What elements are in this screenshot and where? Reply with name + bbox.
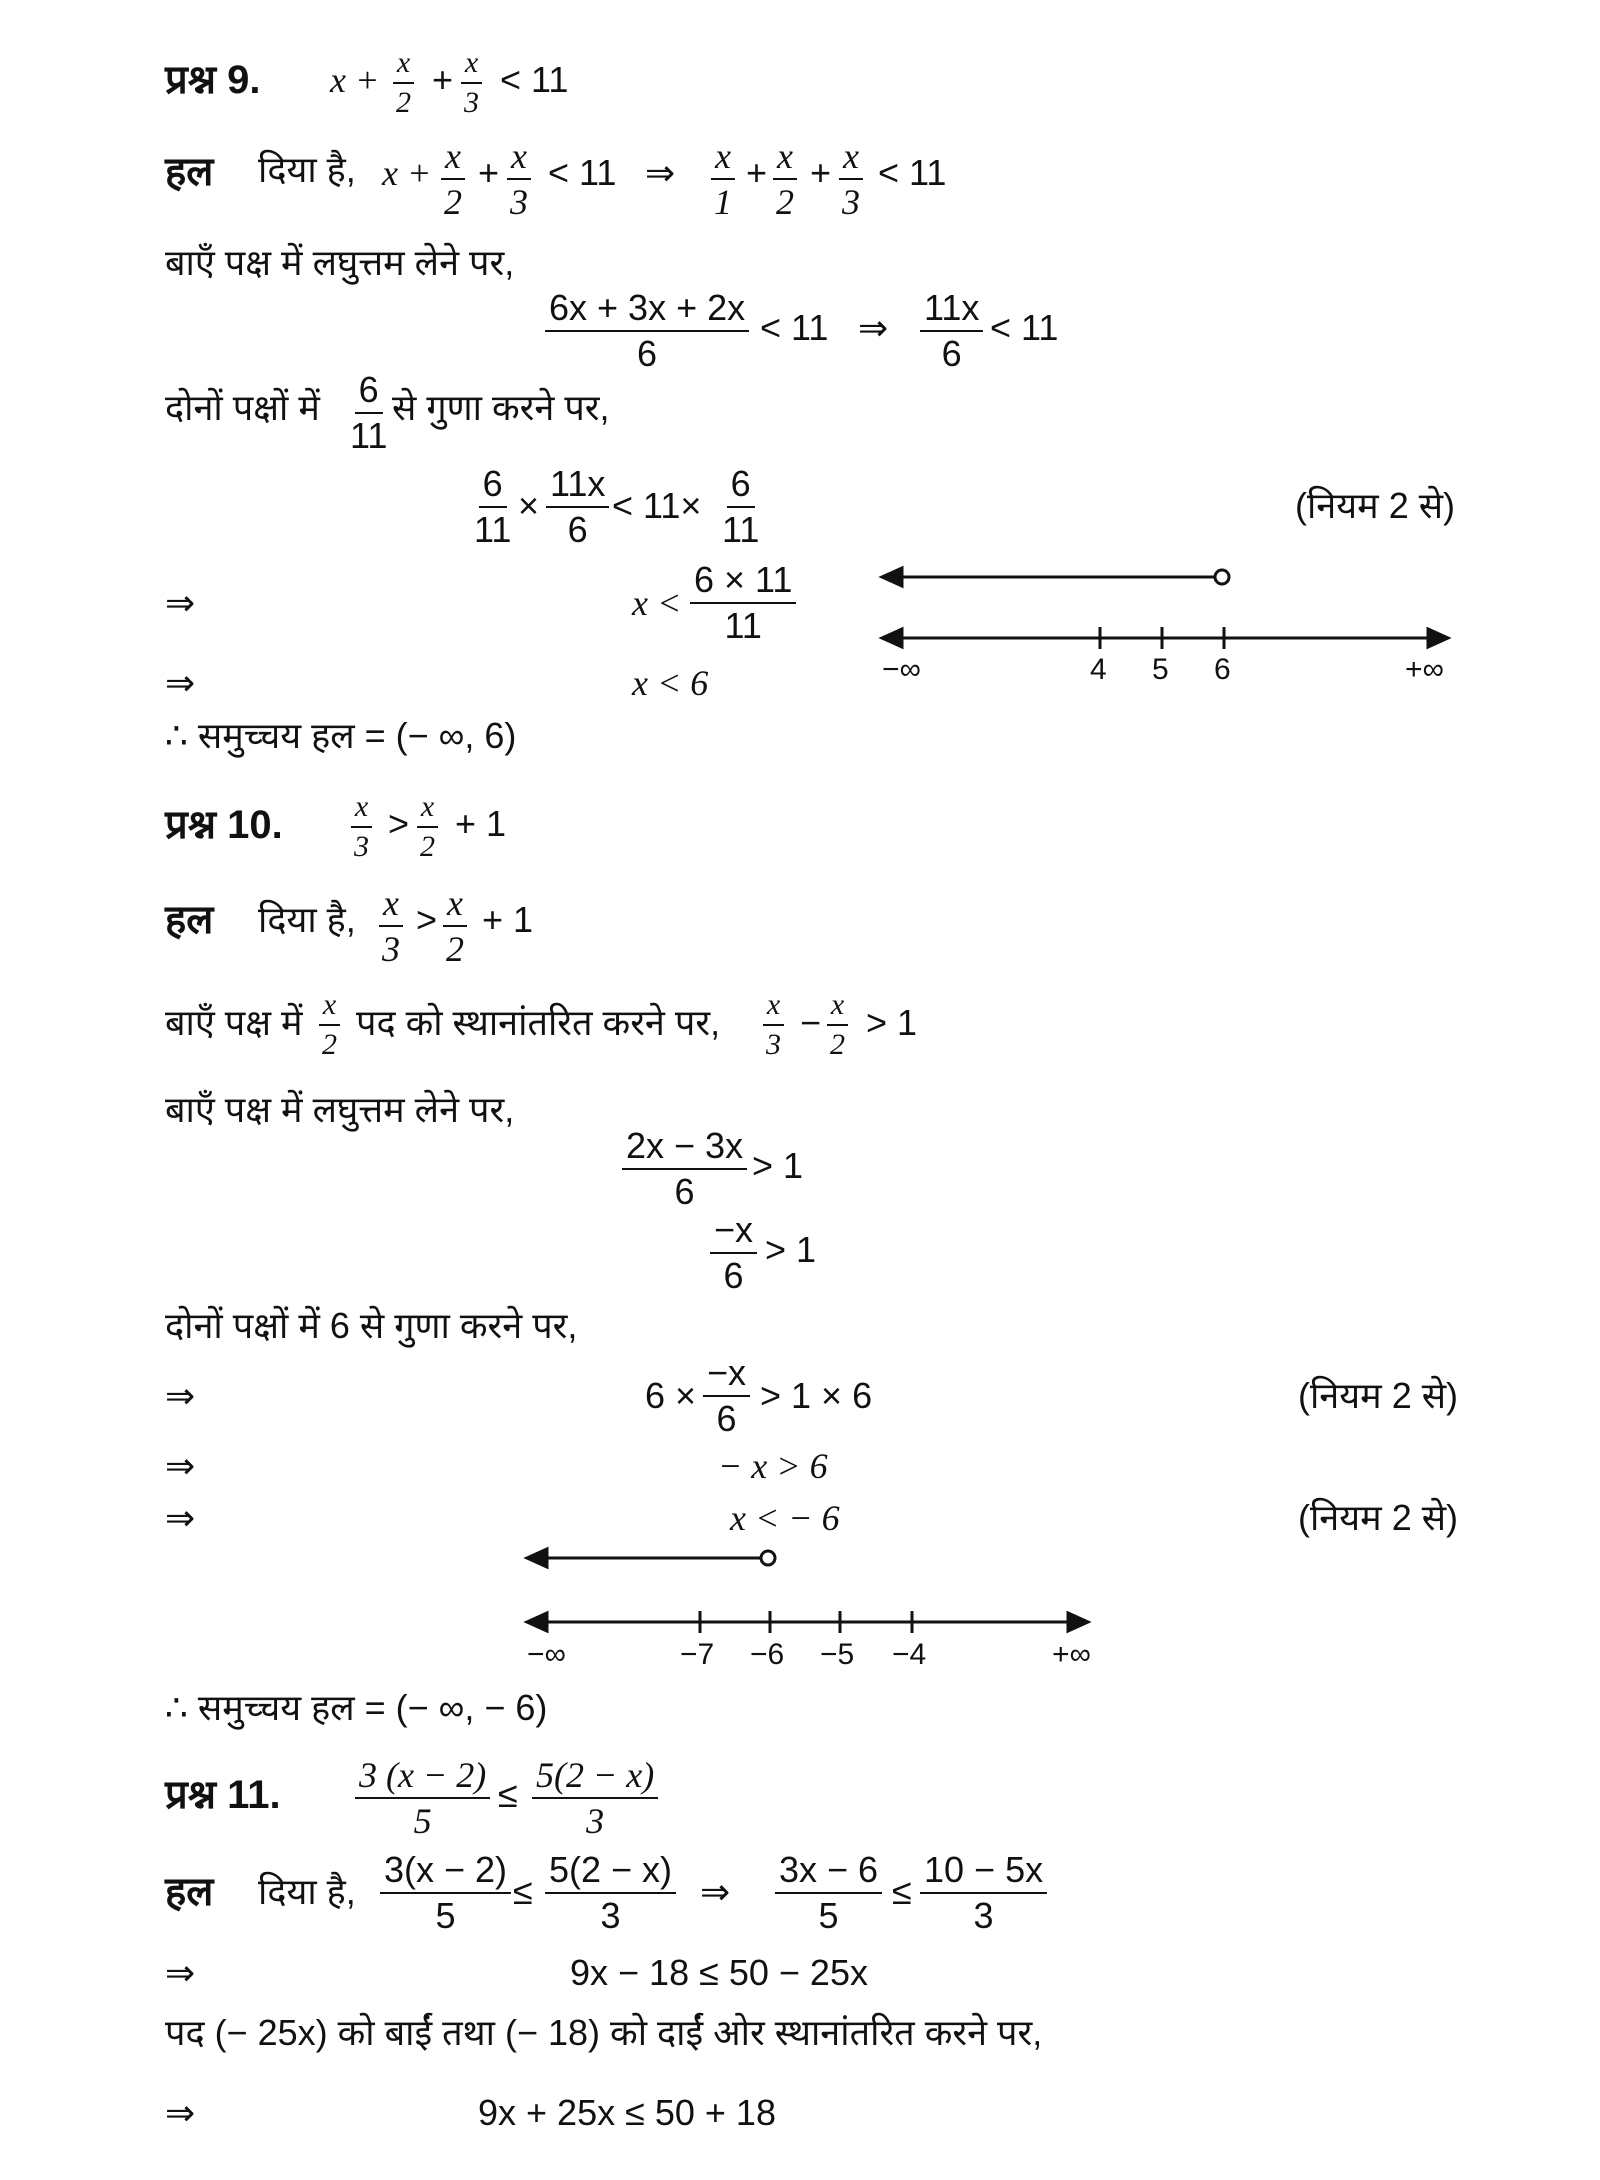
q10-move-res-minus: − [800,1002,822,1043]
q10-move-res-rhs: > 1 [866,1002,918,1043]
q11-heading: प्रश्न 11. [165,1773,281,1817]
q11-l2-arrow: ⇒ [165,1952,196,1993]
q9-l1-frac5: $\frac{x}{3}$ [838,138,864,220]
q9-l2-frac1: $\frac{6x + 3x + 2x}{6}$ [545,290,749,372]
q9-result: ∴ समुच्चय हल = (− ∞, 6) [165,715,517,756]
q11-sol-label: हल [165,1870,214,1914]
q10-heading: प्रश्न 10. [165,803,283,847]
q9-eq-frac1: $\frac{x}{2}$ [392,48,415,118]
q10-l1-gt: > [416,899,438,940]
q10-l6-expr: x < − 6 [730,1498,840,1538]
q10-move-res-frac1: $\frac{x}{3}$ [762,990,785,1060]
q10-l2-frac: $\frac{2x - 3x}{6}$ [622,1128,747,1210]
q9-text-lcm: बाएँ पक्ष में लघुत्तम लेने पर, [165,242,515,283]
q10-l4-arrow: ⇒ [165,1375,196,1416]
q10-nl-tick-label-m7: −7 [680,1638,715,1671]
q9-l3-times: × [518,485,540,526]
q9-l2-r1: < 11 [760,307,829,348]
q10-text-lcm: बाएँ पक्ष में लघुत्तम लेने पर, [165,1089,515,1130]
q11-l3-expr: 9x + 25x ≤ 50 + 18 [478,2092,776,2133]
q9-l4-frac: $\frac{6 \times 11}{11}$ [690,562,796,644]
q10-eq-gt: > [388,803,410,844]
q9-rule: (नियम 2 से) [1295,485,1456,526]
q10-open-circle [761,1551,775,1565]
q11-l1-arrow: ⇒ [700,1871,731,1912]
q9-sol-label: हल [165,150,214,194]
q11-l2-expr: 9x − 18 ≤ 50 − 25x [570,1952,868,1993]
q11-l1-frac2: $\frac{5(2 - x)}{3}$ [545,1852,676,1934]
q9-given: दिया है, [258,149,356,190]
q9-l2-arrow: ⇒ [858,307,889,348]
q9-l1-a: x + [382,153,432,193]
q9-l1-frac2: $\frac{x}{3}$ [506,138,532,220]
q9-l1-p3: + [810,152,832,193]
q10-axis-right-arrowhead [1068,1613,1088,1631]
q11-l1-frac3: $\frac{3x - 6}{5}$ [775,1852,882,1934]
q9-eq-rhs: < 11 [500,59,569,100]
q9-l1-frac4: $\frac{x}{2}$ [772,138,798,220]
q9-heading: प्रश्न 9. [165,58,261,102]
q10-text-move-b: पद को स्थानांतरित करने पर, [356,1002,721,1043]
q9-l4-arrow: ⇒ [165,582,196,623]
q10-eq-rhs: + 1 [455,803,507,844]
q9-l1-p1: + [478,152,500,193]
q9-mult-frac: $\frac{6}{11}$ [350,369,388,456]
q9-l2-r2: < 11 [990,307,1059,348]
q9-eq-plus: + [432,59,454,100]
q10-l3-frac: $\frac{-x}{6}$ [710,1212,757,1294]
q9-l3-frac2: $\frac{11x}{6}$ [546,466,609,548]
q9-nl-right: +∞ [1405,653,1444,686]
q9-nl-tick-label-4: 4 [1090,653,1107,686]
q10-axis-left-arrowhead [527,1613,547,1631]
q9-l4-lhs: x < [632,583,682,623]
q10-nl-tick-label-m5: −5 [820,1638,855,1671]
q10-nl-tick-label-m4: −4 [892,1638,927,1671]
q9-nl-tick-label-5: 5 [1152,653,1169,686]
q9-eq-a: x + [330,60,380,100]
q11-l1-le2: ≤ [892,1871,912,1912]
q9-l1-r1: < 11 [548,152,617,193]
q9-l5-arrow: ⇒ [165,662,196,703]
q11-eq-frac1: $\frac{3 (x - 2)}{5}$ [355,1757,490,1839]
q9-nl-tick-label-6: 6 [1214,653,1231,686]
q10-nl-left: −∞ [527,1638,566,1671]
q9-l3-frac3: $\frac{6}{11}$ [722,463,760,550]
q9-l1-frac1: $\frac{x}{2}$ [440,138,466,220]
q10-l6-arrow: ⇒ [165,1497,196,1538]
q9-l1-r2: < 11 [878,152,947,193]
q11-text-move: पद (− 25x) को बाईं तथा (− 18) को दाईं ओर स्थानांतरित करने पर, [165,2012,1043,2053]
q9-l5-expr: x < 6 [632,663,709,703]
q11-l1-frac4: $\frac{10 - 5x}{3}$ [920,1852,1047,1934]
q9-text-mult-b: से गुणा करने पर, [392,387,610,428]
q11-l1-le1: ≤ [513,1871,533,1912]
q10-l5-arrow: ⇒ [165,1445,196,1486]
q9-l1-arrow: ⇒ [645,152,676,193]
q9-eq-frac2: $\frac{x}{3}$ [460,48,483,118]
q10-l2-rhs: > 1 [752,1145,804,1186]
q10-l4-rule: (नियम 2 से) [1298,1375,1459,1416]
q10-text-move-a: बाएँ पक्ष में [165,1002,303,1043]
q10-nl-tick-label-m6: −6 [750,1638,785,1671]
q9-l1-p2: + [746,152,768,193]
q10-l1-frac2: $\frac{x}{2}$ [442,885,468,967]
q10-l4-frac: $\frac{-x}{6}$ [703,1355,750,1437]
q9-l3-frac1: $\frac{6}{11}$ [474,463,512,550]
q10-l4-lhs: 6 × [645,1375,697,1416]
q9-text-mult-a: दोनों पक्षों में [165,387,320,428]
q11-l3-arrow: ⇒ [165,2092,196,2133]
q10-l5-expr: − x > 6 [718,1446,828,1486]
q10-sol-label: हल [165,898,214,942]
q10-solution-ray-arrowhead [527,1549,547,1567]
q10-eq-frac1: $\frac{x}{3}$ [350,792,373,862]
q9-l3-rhs: < 11× [612,485,702,526]
q11-given: दिया है, [258,1871,356,1912]
q10-result: ∴ समुच्चय हल = (− ∞, − 6) [165,1687,548,1728]
q10-nl-right: +∞ [1052,1638,1091,1671]
q10-l3-rhs: > 1 [765,1229,817,1270]
q9-l1-frac3: $\frac{x}{1}$ [710,138,736,220]
q11-eq-frac2: $\frac{5(2 - x)}{3}$ [532,1757,658,1839]
q11-eq-le: ≤ [498,1774,518,1815]
q10-given: दिया है, [258,899,356,940]
q10-move-frac: $\frac{x}{2}$ [318,990,341,1060]
q10-l6-rule: (नियम 2 से) [1298,1497,1459,1538]
q9-nl-left: −∞ [882,653,921,686]
q10-l4-rhs: > 1 × 6 [760,1375,873,1416]
q10-move-res-frac2: $\frac{x}{2}$ [826,990,849,1060]
q11-l1-frac1: $\frac{3(x - 2)}{5}$ [380,1852,511,1934]
q10-text-mult: दोनों पक्षों में 6 से गुणा करने पर, [165,1305,578,1346]
q10-eq-frac2: $\frac{x}{2}$ [416,792,439,862]
q10-l1-rhs: + 1 [482,899,534,940]
q10-l1-frac1: $\frac{x}{3}$ [378,885,404,967]
q9-l2-frac2: $\frac{11x}{6}$ [920,290,983,372]
